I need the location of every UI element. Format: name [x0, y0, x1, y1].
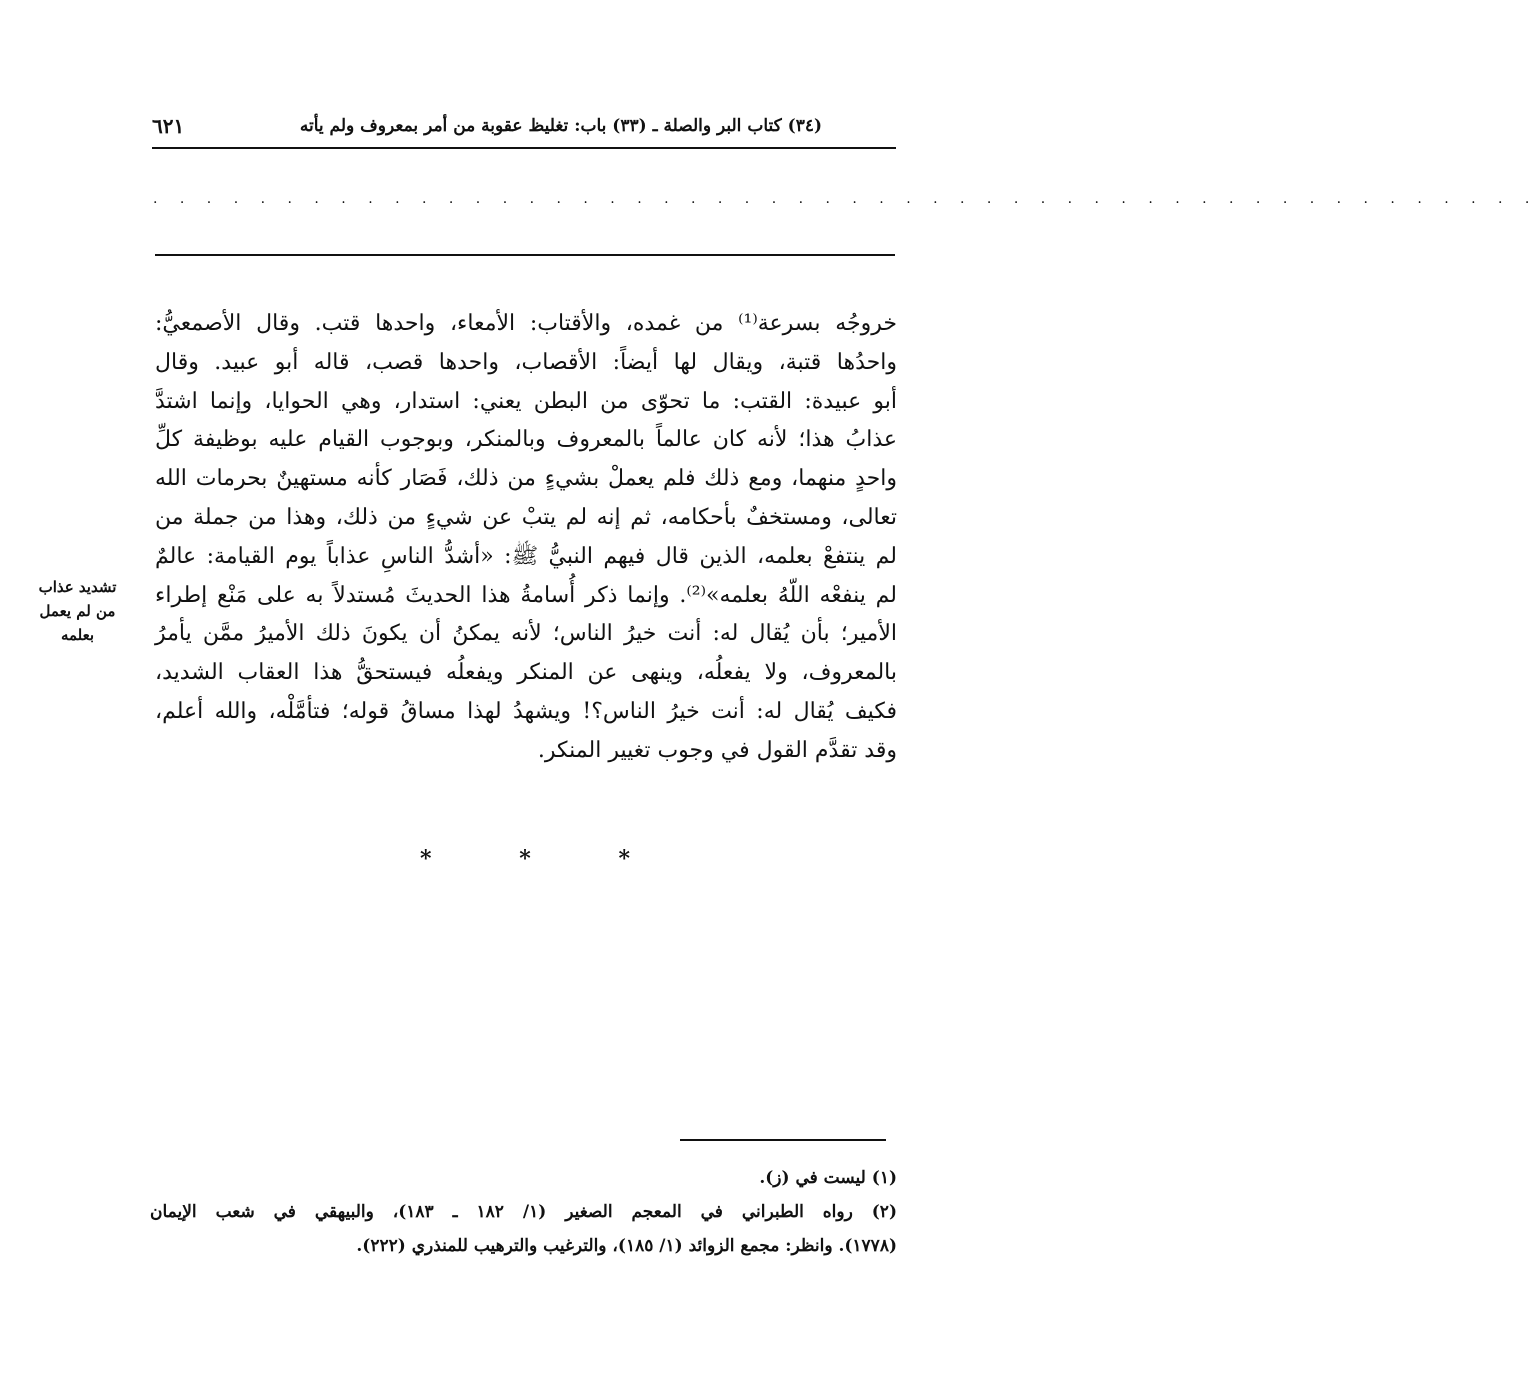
body-line: أبو عبيدة: القتب: ما تحوّى من البطن يعني: استدار، وهي الحوايا، وإنما اشتدَّ [155, 388, 897, 414]
footnote: (١٧٧٨). وانظر: مجمع الزوائد (١/ ١٨٥)، والترغيب والترهيب للمنذري (٢٢٢). [356, 1236, 897, 1256]
section-rule [155, 254, 895, 256]
body-line: عذابُ هذا؛ لأنه كان عالماً بالمعروف وبالمنكر، وبوجوب القيام عليه بوظيفة كلِّ [155, 427, 897, 453]
body-line: واحدٍ منهما، ومع ذلك فلم يعملْ بشيءٍ من ذلك، فَصَار كأنه مستهينٌ بحرمات الله [155, 466, 897, 492]
margin-note-line: بعلمه [60, 626, 95, 644]
star-ornament: * [420, 846, 432, 872]
margin-note [10, 575, 145, 647]
margin-note-line: تشديد عذاب [38, 578, 117, 596]
commentary-body [155, 305, 897, 771]
page-number: ٦٢١ [152, 114, 185, 138]
header-rule [152, 147, 896, 149]
footnote: (١) ليست في (ز). [759, 1168, 897, 1188]
body-line: الأمير؛ بأن يُقال له: أنت خيرُ الناس؛ لأنه يمكنُ أن يكونَ ذلك الأميرُ ممَّن يأمرُ [155, 621, 897, 647]
star-ornament: * [519, 846, 531, 872]
body-line: لم ينفعْه اللّهُ بعلمه»⁽²⁾. وإنما ذكر أُسامةُ هذا الحديثَ مُستدلاً به على مَنْع إطراء [155, 582, 897, 608]
body-line: فكيف يُقال له: أنت خيرُ الناس؟! ويشهدُ لهذا مساقُ قوله؛ فتأمَّلْه، والله أعلم، [155, 698, 897, 724]
section-end-stars [420, 846, 630, 872]
body-line: تعالى، ومستخفٌ بأحكامه، ثم إنه لم يتبْ عن شيءٍ من ذلك، وهذا من جملة من [155, 504, 897, 530]
body-line: وقد تقدَّم القول في وجوب تغيير المنكر. [537, 737, 897, 763]
running-header-title: (٣٤) كتاب البر والصلة ـ (٣٣) باب: تغليظ عقوبة من أمر بمعروف ولم يأته [299, 116, 822, 136]
elided-text-dots: . . . . . . . . . . . . . . . . . . . . . . . . . . . . . . . . . . . . . . . . . . . . . . . . . . . . [153, 191, 1538, 207]
footnote: (٢) رواه الطبراني في المعجم الصغير (١/ ١٨٢ ـ ١٨٣)، والبيهقي في شعب الإيمان [150, 1202, 897, 1222]
footnote-rule [680, 1139, 886, 1141]
body-line: خروجُه بسرعة⁽¹⁾ من غمده، والأقتاب: الأمعاء، واحدها قتب. وقال الأصمعيُّ: [155, 311, 898, 336]
body-line: لم ينتفعْ بعلمه، الذين قال فيهم النبيُّ ﷺ: «أشدُّ الناسِ عذاباً يوم القيامة: عالمٌ [155, 543, 897, 569]
star-ornament: * [618, 846, 630, 872]
margin-note-line: من لم يعمل [39, 602, 116, 620]
footnotes [150, 1161, 897, 1263]
body-line: واحدُها قتبة، ويقال لها أيضاً: الأقصاب، واحدها قصب، قاله أبو عبيد. وقال [155, 349, 897, 375]
body-line: بالمعروف، ولا يفعلُه، وينهى عن المنكر ويفعلُه فيستحقُّ هذا العقاب الشديد، [155, 660, 897, 686]
